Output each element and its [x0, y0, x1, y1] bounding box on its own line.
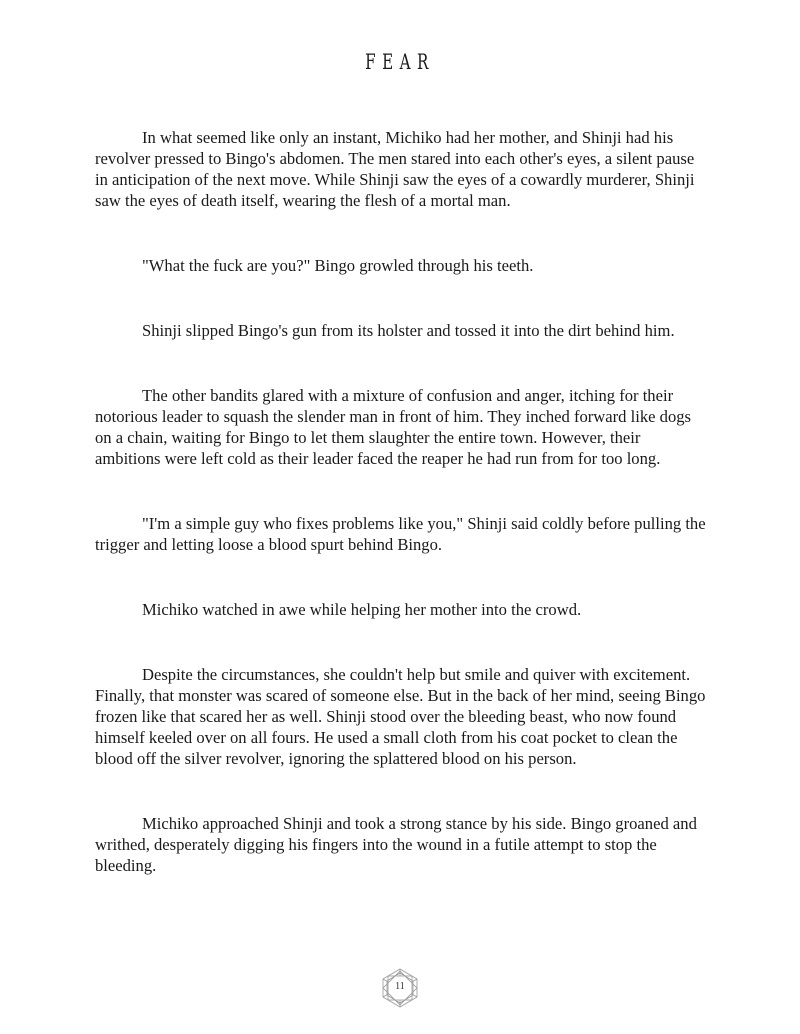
- paragraph-2: "What the fuck are you?" Bingo growled through his teeth.: [142, 256, 534, 275]
- page-footer: [379, 967, 421, 1009]
- paragraph-3: Shinji slipped Bingo's gun from its holster and tossed it into the dirt behind him.: [142, 321, 675, 340]
- paragraph-8: Michiko approached Shinji and took a strong stance by his side. Bingo groaned and writhed, desperately digging his fingers into the wound in a futile attempt to stop the bleeding.: [95, 814, 697, 875]
- paragraph-6: Michiko watched in awe while helping her mother into the crowd.: [142, 600, 582, 619]
- paragraph-4: The other bandits glared with a mixture of confusion and anger, itching for their notorious leader to squash the slender man in front of him. They inched forward like dogs on a chain, waiting for Bingo to let them slaughter the entire town. However, their ambitions were left cold as their leader faced the reaper he had run from for too long.: [95, 386, 692, 468]
- body-text: [95, 127, 707, 920]
- paragraph-7: Despite the circumstances, she couldn't help but smile and quiver with excitement. Finally, that monster was scared of someone else. But in the back of her mind, seeing Bingo frozen like that scared her as well. Shinji stood over the bleeding beast, who now found himself keeled over on all fours. He used a small cloth from his coat pocket to clean the blood off the silver revolver, ignoring the splattered blood on his person.: [95, 665, 706, 768]
- paragraph-5: "I'm a simple guy who fixes problems like you," Shinji said coldly before pulling the trigger and letting loose a blood spurt behind Bingo.: [95, 514, 706, 554]
- page-number: 11: [395, 981, 405, 992]
- chapter-title: FEAR: [365, 50, 435, 74]
- paragraph-1: In what seemed like only an instant, Michiko had her mother, and Shinji had his revolver pressed to Bingo's abdomen. The men stared into each other's eyes, a silent pause in anticipation of the next move. While Shinji saw the eyes of a cowardly murderer, Shinji saw the eyes of death itself, wearing the flesh of a mortal man.: [95, 128, 695, 210]
